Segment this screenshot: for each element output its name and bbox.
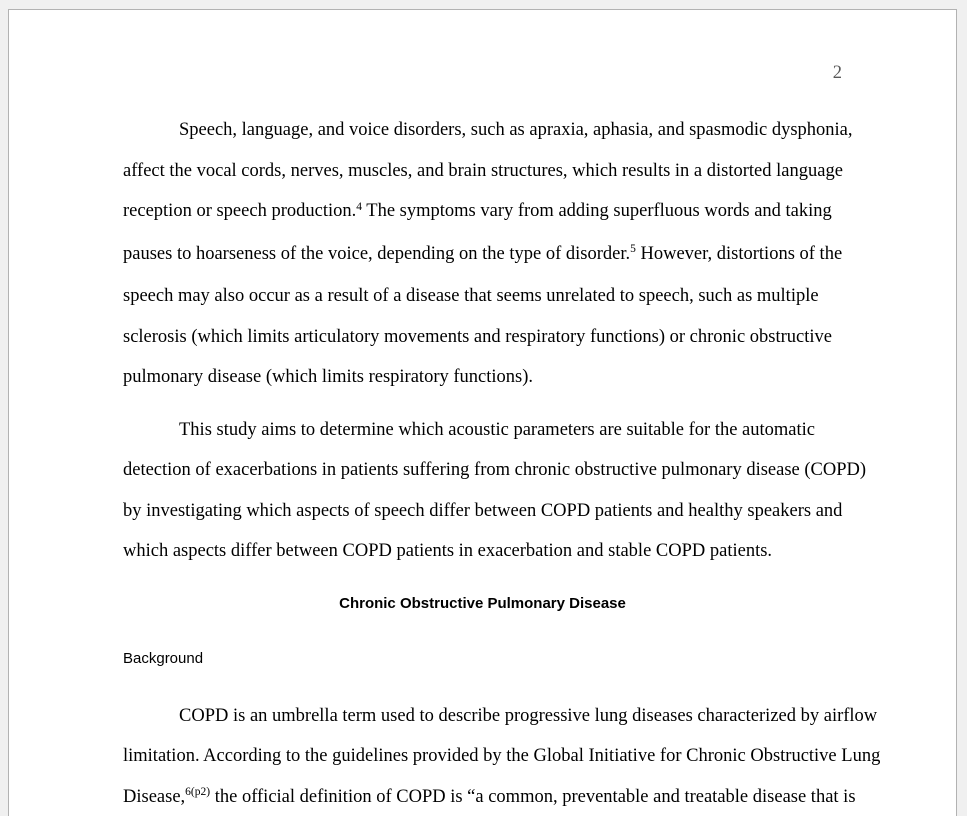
document-body xyxy=(123,84,881,816)
text-line: sclerosis (which limits articulatory movements and respiratory functions) or chronic obstructive xyxy=(123,326,832,347)
text-line: pauses to hoarseness of the voice, depending on the type of disorder.$^5$ However, distortions of the xyxy=(123,243,843,264)
text-line: Disease,$^{6(p2)}$ the official definition of COPD is “a common, preventable and treatable disease that is xyxy=(123,786,856,807)
paragraph-copd-definition xyxy=(123,696,881,816)
page-number: 2 xyxy=(832,63,842,83)
section-heading-copd: Chronic Obstructive Pulmonary Disease xyxy=(339,594,626,612)
text-line: This study aims to determine which acoustic parameters are suitable for the automatic xyxy=(179,419,815,440)
subsection-heading-background: Background xyxy=(123,650,204,667)
paragraph-study-aims xyxy=(123,410,867,572)
text-line: limitation. According to the guidelines provided by the Global Initiative for Chronic Obstructive Lung xyxy=(123,746,881,766)
text-line: speech may also occur as a result of a disease that seems unrelated to speech, such as multiple xyxy=(123,286,819,306)
text-line: detection of exacerbations in patients suffering from chronic obstructive pulmonary disease (COPD) xyxy=(123,460,867,480)
paragraph-speech-disorders xyxy=(123,110,853,398)
text-line: which aspects differ between COPD patients in exacerbation and stable COPD patients. xyxy=(123,541,773,561)
footnote-reference: 5 xyxy=(630,243,636,255)
footnote-reference: 4 xyxy=(356,200,362,213)
text-line: by investigating which aspects of speech differ between COPD patients and healthy speakers and xyxy=(123,500,843,521)
text-line: reception or speech production.$^4$ The symptoms vary from adding superfluous words and taking xyxy=(123,200,832,221)
text-line: COPD is an umbrella term used to describe progressive lung diseases characterized by airflow xyxy=(179,705,878,726)
page-header xyxy=(123,10,842,84)
text-line: affect the vocal cords, nerves, muscles, and brain structures, which results in a distorted language xyxy=(123,160,843,181)
text-line: pulmonary disease (which limits respiratory functions). xyxy=(123,367,533,387)
document-page[interactable] xyxy=(8,9,957,816)
footnote-reference: 6(p2) xyxy=(185,786,211,798)
page-content xyxy=(9,10,956,816)
text-line: Speech, language, and voice disorders, such as apraxia, aphasia, and spasmodic dysphonia, xyxy=(179,120,853,140)
